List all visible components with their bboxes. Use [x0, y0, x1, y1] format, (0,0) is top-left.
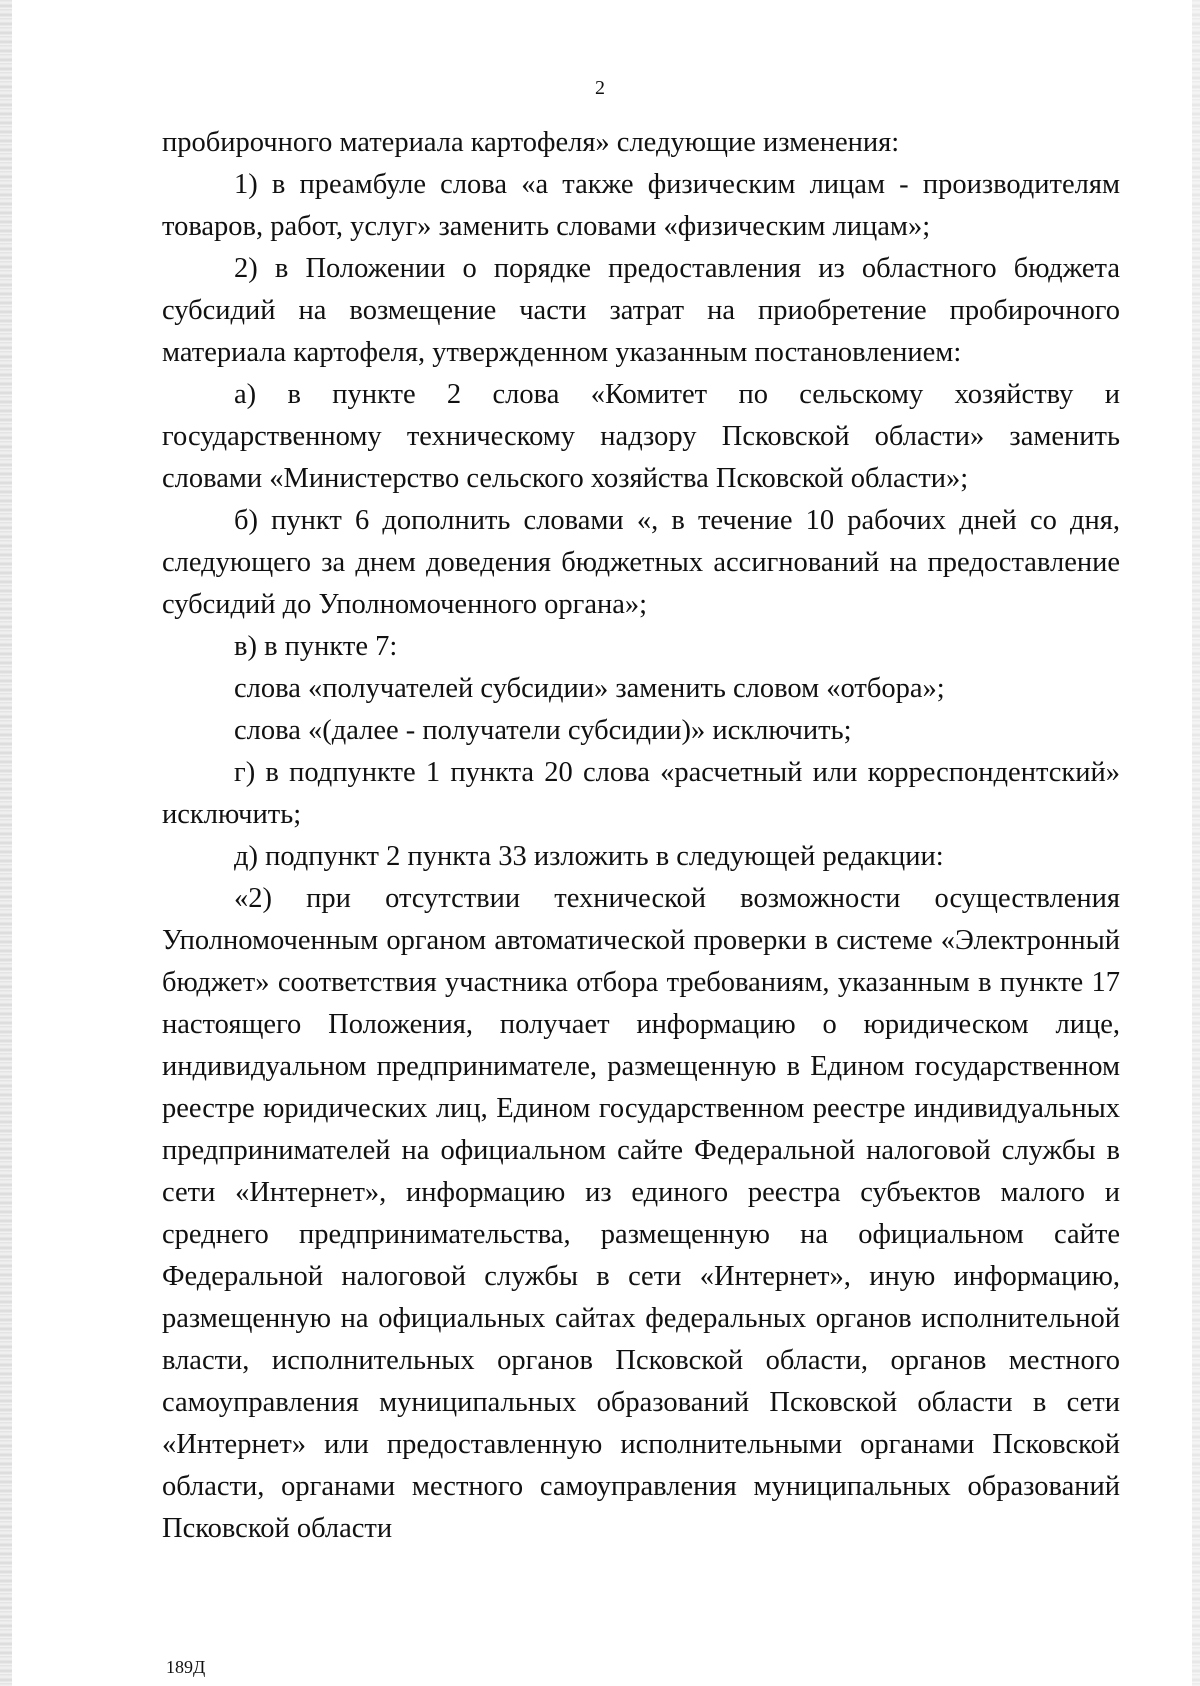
paragraph-subitem-a: а) в пункте 2 слова «Комитет по сельскому хозяйству и государственному техническому надзору Псковской области» заменить словами «Министерство сельского хозяйства Псковской области»;	[162, 379, 1120, 494]
scan-edge-left	[0, 0, 12, 1686]
document-body	[162, 122, 1120, 1550]
paragraph-item-1: 1) в преамбуле слова «а также физическим лицам - производителям товаров, работ, услуг» заменить словами «физическим лицам»;	[162, 169, 1120, 242]
document-code: 189Д	[166, 1657, 206, 1677]
paragraph-continuation: пробирочного материала картофеля» следующие изменения:	[162, 127, 900, 158]
paragraph-subitem-v-line-1: слова «получателей субсидии» заменить словом «отбора»;	[234, 673, 945, 704]
page-number: 2	[595, 77, 605, 99]
paragraph-subitem-d: д) подпункт 2 пункта 33 изложить в следующей редакции:	[234, 841, 944, 872]
paragraph-subitem-v-line-2: слова «(далее - получатели субсидии)» исключить;	[234, 715, 852, 746]
paragraph-subitem-v: в) в пункте 7:	[234, 631, 398, 662]
scan-edge-right	[1192, 0, 1200, 1686]
paragraph-quoted-subitem-2: «2) при отсутствии технической возможности осуществления Уполномоченным органом автоматической проверки в системе «Электронный бюджет» соответствия участника отбора требованиям, указанным в пункте 17 настоящего Положения, получает информацию о юридическом лице, индивидуальном предпринимателе, размещенную в Едином государственном реестре юридических лиц, Едином государственном реестре индивидуальных предпринимателей на официальном сайте Федеральной налоговой службы в сети «Интернет», информацию из единого реестра субъектов малого и среднего предпринимательства, размещенную на официальном сайте Федеральной налоговой службы в сети «Интернет», иную информацию, размещенную на официальных сайтах федеральных органов исполнительной власти, исполнительных органов Псковской области, органов местного самоуправления муниципальных образований Псковской области в сети «Интернет» или предоставленную исполнительными органами Псковской области, органами местного самоуправления муниципальных образований Псковской области	[162, 883, 1120, 1544]
paragraph-subitem-g: г) в подпункте 1 пункта 20 слова «расчетный или корреспондентский» исключить;	[162, 757, 1120, 830]
paragraph-item-2: 2) в Положении о порядке предоставления из областного бюджета субсидий на возмещение части затрат на приобретение пробирочного материала картофеля, утвержденном указанным постановлением:	[162, 253, 1120, 368]
paragraph-subitem-b: б) пункт 6 дополнить словами «, в течение 10 рабочих дней со дня, следующего за днем доведения бюджетных ассигнований на предоставление субсидий до Уполномоченного органа»;	[162, 505, 1120, 620]
